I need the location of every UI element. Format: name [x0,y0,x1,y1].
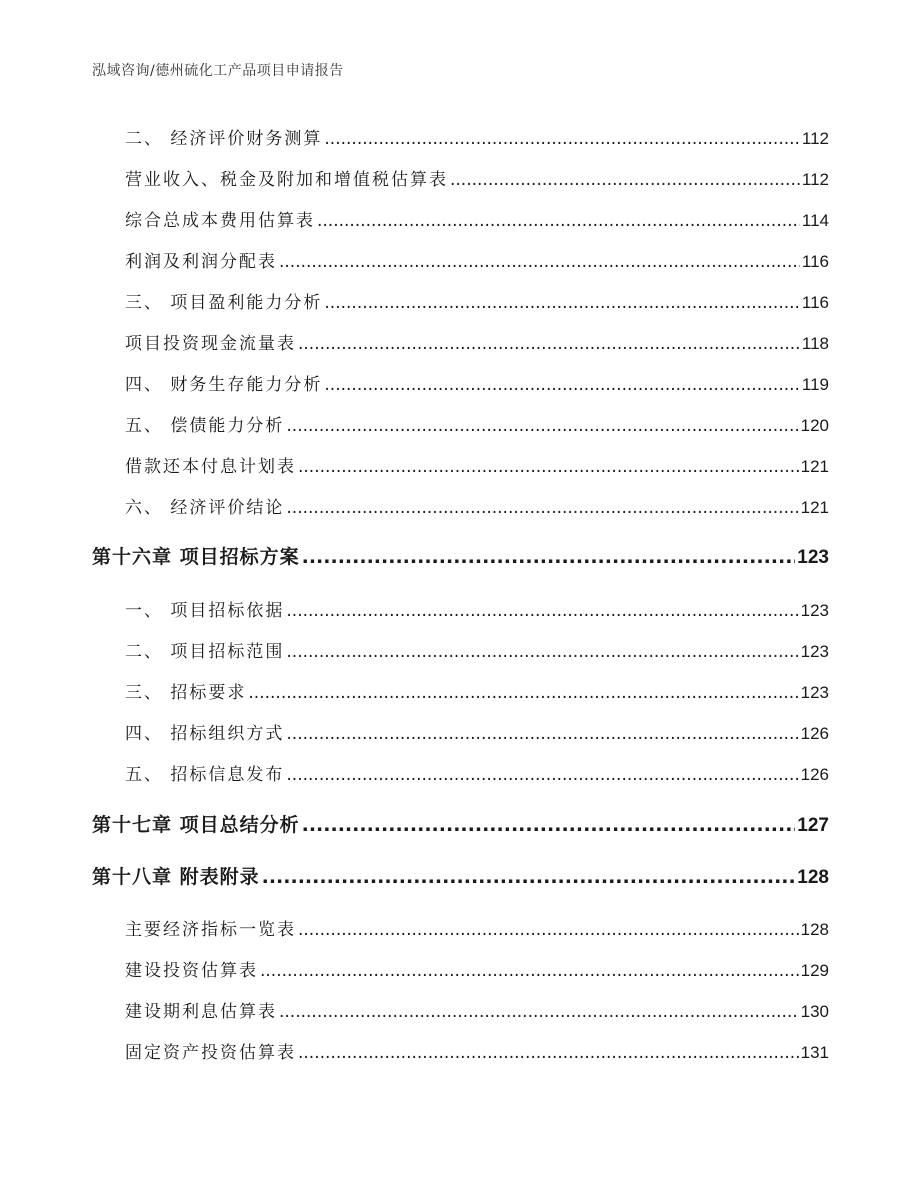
toc-entry[interactable] [125,165,829,190]
toc-leader-dots [286,601,798,621]
toc-entry-page: 129 [800,961,829,980]
toc-leader-dots [286,416,798,436]
toc-entry-title: 四、 招标组织方式 [125,724,285,744]
toc-entry-title: 借款还本付息计划表 [125,457,296,477]
toc-entry-title: 五、 招标信息发布 [125,765,285,785]
toc-entry-page: 123 [800,601,829,620]
toc-leader-dots [279,1002,799,1022]
toc-entry[interactable] [125,719,829,744]
toc-chapter-page: 123 [797,547,829,568]
toc-entry[interactable] [125,760,829,785]
toc-leader-dots [260,961,799,981]
toc-leader-dots [324,129,799,149]
toc-chapter-entry[interactable] [92,542,829,569]
toc-leader-dots [298,1043,799,1063]
toc-chapter-title: 第十六章 项目招标方案 [92,546,300,568]
toc-entry[interactable] [125,370,829,395]
toc-leader-dots [248,683,798,703]
toc-chapter-entry[interactable] [92,810,829,837]
toc-entry-page: 112 [801,170,829,189]
toc-entry-title: 四、 财务生存能力分析 [125,375,323,395]
toc-leader-dots [298,920,799,940]
toc-leader-dots [450,170,800,190]
toc-entry-page: 118 [801,334,829,353]
toc-entry-title: 固定资产投资估算表 [125,1043,296,1063]
toc-entry-title: 一、 项目招标依据 [125,601,285,621]
toc-entry[interactable] [125,1038,829,1063]
toc-entry-page: 126 [800,765,829,784]
toc-chapter-entry[interactable] [92,862,829,889]
toc-entry-title: 三、 项目盈利能力分析 [125,293,323,313]
page-header: 泓域咨询/德州硫化工产品项目申请报告 [92,63,344,79]
toc-entry-page: 112 [801,129,829,148]
toc-entry-page: 128 [800,920,829,939]
toc-entry-title: 项目投资现金流量表 [125,334,296,354]
toc-leader-dots [298,457,799,477]
toc-entry-page: 126 [800,724,829,743]
toc-leader-dots [317,211,800,231]
toc-leader-dots [302,546,796,568]
toc-leader-dots [286,724,798,744]
toc-entry[interactable] [125,997,829,1022]
toc-entry-title: 二、 项目招标范围 [125,642,285,662]
toc-entry[interactable] [125,678,829,703]
toc-entry-title: 二、 经济评价财务测算 [125,129,323,149]
toc-entry-page: 114 [801,211,829,230]
toc-chapter-title: 第十八章 附表附录 [92,866,260,888]
toc-entry[interactable] [125,206,829,231]
toc-entry-page: 123 [800,642,829,661]
toc-leader-dots [286,765,798,785]
toc-entry[interactable] [125,637,829,662]
toc-chapter-page: 128 [797,867,829,888]
toc-entry-page: 116 [801,293,829,312]
toc-entry-title: 建设投资估算表 [125,961,258,981]
toc-entry[interactable] [125,956,829,981]
toc-entry[interactable] [125,247,829,272]
toc-entry-page: 116 [801,252,829,271]
toc-leader-dots [286,498,798,518]
toc-chapter-page: 127 [797,815,829,836]
toc-entry[interactable] [125,411,829,436]
toc-entry-page: 119 [801,375,829,394]
toc-leader-dots [279,252,800,272]
toc-entry[interactable] [125,288,829,313]
toc-entry-page: 121 [800,457,829,476]
toc-entry-title: 三、 招标要求 [125,683,247,703]
toc-entry[interactable] [125,596,829,621]
toc-entry[interactable] [125,329,829,354]
toc-entry-title: 主要经济指标一览表 [125,920,296,940]
toc-entry-title: 综合总成本费用估算表 [125,211,315,231]
toc-leader-dots [324,293,799,313]
toc-entry-page: 120 [800,416,829,435]
toc-entry-page: 131 [800,1043,829,1062]
toc-entry-title: 利润及利润分配表 [125,252,277,272]
toc-entry-title: 五、 偿债能力分析 [125,416,285,436]
toc-leader-dots [262,866,796,888]
toc-leader-dots [324,375,799,395]
toc-entry-title: 六、 经济评价结论 [125,498,285,518]
toc-chapter-title: 第十七章 项目总结分析 [92,814,300,836]
toc-leader-dots [298,334,800,354]
toc-entry-page: 130 [800,1002,829,1021]
toc-entry-page: 121 [800,498,829,517]
toc-entry[interactable] [125,124,829,149]
toc-leader-dots [302,814,796,836]
toc-leader-dots [286,642,798,662]
toc-entry[interactable] [125,452,829,477]
toc-entry[interactable] [125,915,829,940]
toc-entry-title: 营业收入、税金及附加和增值税估算表 [125,170,448,190]
toc-entry[interactable] [125,493,829,518]
toc-entry-page: 123 [800,683,829,702]
toc-entry-title: 建设期利息估算表 [125,1002,277,1022]
